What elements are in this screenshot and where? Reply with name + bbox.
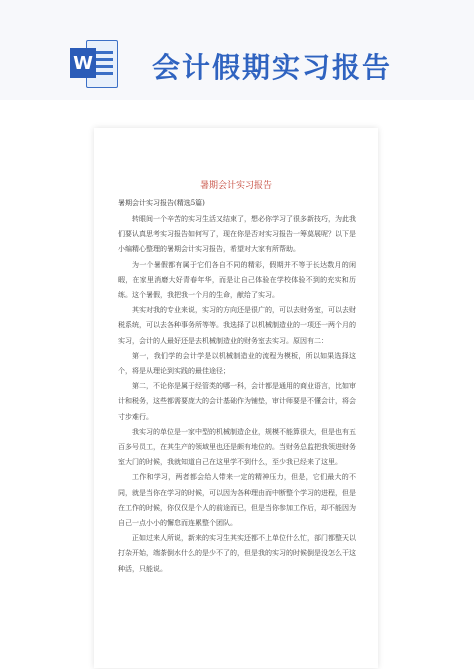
- paragraph: 转眼间一个辛苦的实习生活又结束了，想必你学习了很多新技巧，为此我们要认真思考实习报告如何写了，现在你是否对实习报告一筹莫展呢？以下是小编精心整理的暑期会计实习报告，希望对大家有所帮助。: [118, 215, 356, 254]
- word-badge: W: [70, 48, 96, 78]
- document-subtitle: 暑期会计实习报告(精选5篇): [118, 199, 205, 207]
- paragraph: 其实对我的专业来说，实习的方向还是很广的，可以去财务室，可以去财税系统，可以去各种事务所等等。我选择了以机械制造业的一项还一两个月的实习，会计的人最好还是去机械制造业的财务室去实习。原因有二：: [118, 306, 356, 345]
- document-title: 暑期会计实习报告: [199, 181, 272, 191]
- word-document-icon: [70, 40, 118, 86]
- paragraph: 第二，不论你是属于经管类的哪一科，会计都是通用的商业语言，比如审计和税务，这些都需要庞大的会计基础作为铺垫，审计师要是不懂会计，将会寸步难行。: [118, 382, 356, 421]
- paragraph: 正如过来人所说，新来的实习生其实还都不上单位什么忙，部门都整天以打杂开始，端茶倒水什么的是少不了的，但是我的实习的时候倒是没怎么干这种活，只能说。: [118, 534, 356, 573]
- paragraph: 为一个暑假都有属于它们各自不同的精彩，假期并不等于长达数月的闲暇，在家里消磨大好青春年华，而是让自己体验在学校体验不到的充实和历练。这个暑假，我把我一个月的生命，献给了实习。: [118, 260, 356, 300]
- paragraph: 工作和学习，两者都会给人带来一定的精神压力，但是，它们最大的不同，就是当你在学习的时候，可以因为各种理由而中断整个学习的进程，但是在工作的时候，你仅仅是个人的前途而已，但是当你参加工作后，却不能因为自己一点小小的懈怠而连累整个团队。: [118, 473, 356, 528]
- document-body: [118, 212, 356, 577]
- document-page: [94, 128, 378, 668]
- banner-title: 会计假期实习报告: [152, 51, 393, 84]
- paragraph: 我实习的单位是一家中型的机械制造企业，规模不能算很大，但是也有五百多号员工，在其生产的领域里也还是颇有地位的。当财务总监把我领进财务室大门的时候，我就知道自己在这里学不到什么，至少我已经来了这里。: [118, 427, 356, 467]
- paragraph: 第一，我们学的会计学是以机械制造业的流程为模板，所以如果选择这个，将是从理论到实践的最佳途径；: [118, 351, 356, 376]
- header-banner: [0, 0, 474, 100]
